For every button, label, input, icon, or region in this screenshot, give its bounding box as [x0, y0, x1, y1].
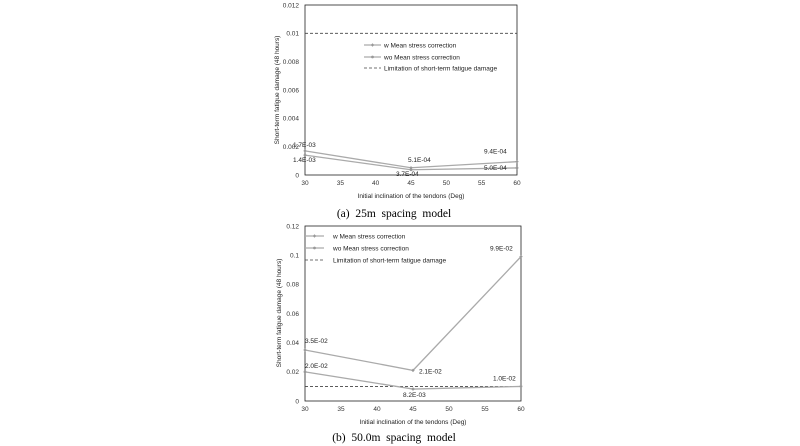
x-tick-label: 35	[337, 406, 345, 413]
x-tick-label: 50	[445, 406, 453, 413]
y-tick-labels-a	[283, 2, 300, 179]
x-tick-label: 45	[409, 406, 417, 413]
data-point	[520, 385, 523, 388]
data-label: 5.1E-04	[408, 156, 431, 164]
data-label: 8.2E-03	[403, 392, 426, 400]
y-tick-labels-b	[286, 223, 299, 405]
data-label: 9.9E-02	[490, 245, 513, 253]
y-tick-label: 0.01	[286, 30, 299, 38]
legend-label-limit: Limitation of short-term fatigue damage	[384, 65, 498, 73]
x-tick-labels-b	[301, 406, 525, 413]
y-tick-label: 0.04	[286, 339, 299, 347]
y-tick-label: 0.06	[286, 310, 299, 318]
legend-label-wo: wo Mean stress correction	[384, 54, 460, 62]
data-label: 3.7E-04	[396, 170, 419, 178]
chart-a	[274, 2, 521, 220]
y-tick-label: 0	[295, 172, 299, 180]
x-tick-label: 50	[442, 180, 450, 187]
legend-marker-wo	[371, 56, 374, 59]
x-tick-label: 60	[513, 180, 521, 187]
data-label: 5.0E-04	[484, 164, 507, 172]
legend-label-w: w Mean stress correction	[333, 233, 406, 241]
x-axis-label-b: Initial inclination of the tendons (Deg)	[359, 419, 467, 426]
y-tick-label: 0.002	[282, 143, 299, 151]
legend-label-w: w Mean stress correction	[384, 42, 457, 50]
data-label: 1.7E-03	[293, 141, 316, 149]
x-tick-label: 60	[517, 406, 525, 413]
data-label: 9.4E-04	[484, 148, 507, 156]
x-tick-label: 55	[478, 180, 486, 187]
y-tick-label: 0.004	[282, 115, 299, 123]
data-label: 1.4E-03	[293, 157, 316, 165]
data-label: 2.0E-02	[305, 362, 328, 370]
legend-label-limit: Limitation of short-term fatigue damage	[333, 257, 447, 265]
y-tick-label: 0	[295, 398, 299, 406]
data-point	[412, 388, 415, 391]
y-tick-label: 0.08	[286, 281, 299, 289]
y-tick-label: 0.1	[289, 252, 299, 260]
x-tick-label: 45	[407, 180, 415, 187]
y-tick-label: 0.008	[282, 58, 299, 66]
x-axis-label-a: Initial inclination of the tendons (Deg)	[357, 193, 465, 200]
x-tick-label: 40	[372, 180, 380, 187]
y-tick-label: 0.006	[282, 87, 299, 95]
legend-label-wo: wo Mean stress correction	[333, 245, 409, 253]
x-tick-label: 30	[301, 406, 309, 413]
y-axis-label-a: Short-term fatigue damage (48 hours)	[274, 35, 281, 145]
chart-b	[276, 223, 525, 444]
y-axis-label-b: Short-term fatigue damage (48 hours)	[276, 258, 283, 368]
x-tick-label: 55	[481, 406, 489, 413]
data-label: 1.0E-02	[493, 375, 516, 383]
data-point	[304, 154, 307, 157]
x-tick-label: 35	[336, 180, 344, 187]
caption-b: (b) 50.0m spacing model	[332, 432, 456, 444]
data-label: 3.5E-02	[305, 337, 328, 345]
data-point	[304, 370, 307, 373]
x-tick-label: 30	[301, 180, 309, 187]
data-point	[516, 167, 519, 170]
legend-marker-wo	[313, 247, 316, 250]
caption-a: (a) 25m spacing model	[336, 208, 452, 220]
y-tick-label: 0.12	[286, 223, 299, 231]
data-label: 2.1E-02	[419, 368, 442, 376]
y-tick-label: 0.02	[286, 369, 299, 377]
x-tick-label: 40	[373, 406, 381, 413]
y-tick-label: 0.012	[282, 2, 299, 10]
x-tick-labels-a	[301, 180, 521, 187]
